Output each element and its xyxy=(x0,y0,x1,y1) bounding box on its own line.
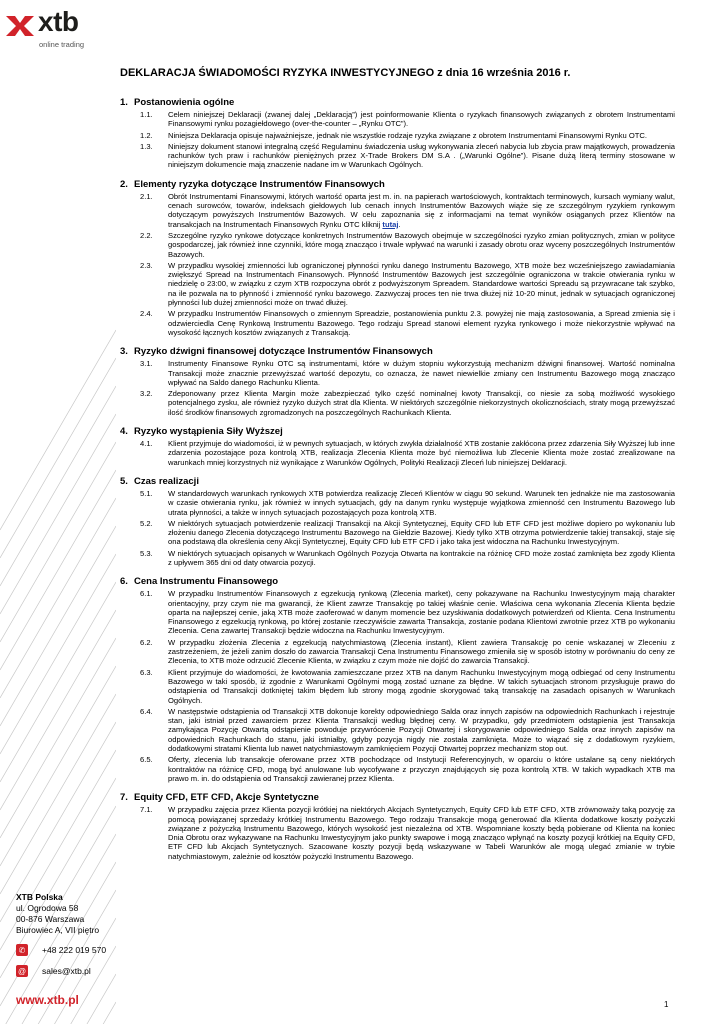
address-line-3: Biurowiec A, VII piętro xyxy=(16,925,100,935)
decorative-diagonal-lines xyxy=(0,0,116,1024)
section-title: Elementy ryzyka dotyczące Instrumentów Finansowych xyxy=(134,178,385,190)
clause-text-main: Obrót Instrumentami Finansowymi, których wartość oparta jest m. in. na papierach wartościowych, kontraktach terminowych, kursach wymiany walut, cenach surowców, towarów, indeksach giełdowych lub cenach innych Instrumentów Bazowych wiąże się ze szczególnym ryzykiem rynkowym dotyczącym powyższych Instrumentów Bazowych. W celu zapoznania się z informacjami na temat wyników osiąganych przez Klientów na transakcjach na Instrumentach Finansowych Rynku OTC kliknij xyxy=(168,191,675,229)
document-title: DEKLARACJA ŚWIADOMOŚCI RYZYKA INWESTYCYJNEGO z dnia 16 września 2016 r. xyxy=(120,67,571,79)
clause-text xyxy=(168,519,675,547)
section xyxy=(120,792,675,861)
clause-text-main: W standardowych warunkach rynkowych XTB potwierdza realizację Zleceń Klientów w ciągu 90 sekund. Warunek ten jednakże nie ma zastosowania w czasie otwierania rynku, jak również w innych sytuacjach, gdy na danym rynku występuje wyjątkowa zmienność cen Instrumentu Bazowego lub utrata płynności, a także w innych sytuacjach pozostających poza kontrolą XTB. xyxy=(168,488,675,517)
section-heading xyxy=(120,426,675,437)
clause-number: 5.2. xyxy=(140,518,153,528)
clause-text xyxy=(168,192,675,229)
clause-number: 1.1. xyxy=(140,110,153,119)
section xyxy=(120,346,675,417)
clause-text-main: Zdeponowany przez Klienta Margin może zabezpieczać tylko część nominalnej kwoty Transakcji, co niesie za sobą możliwość wysokiego potencjalnego zysku, ale również ryzyko dużych strat dla Klienta. W niektórych szczególnie niekorzystnych okolicznościach, straty mogą przewyższać ilość środków finansowych zgromadzonych na poszczególnych Rachunkach Klienta. xyxy=(168,389,675,417)
section-heading xyxy=(120,179,675,190)
clause xyxy=(120,668,675,705)
clause xyxy=(120,638,675,666)
clause-text xyxy=(168,261,675,307)
clause-text xyxy=(168,110,675,129)
section-heading xyxy=(120,97,675,108)
clause-text-main: W przypadku Instrumentów Finansowych o zmiennym Spreadzie, postanowienia punktu 2.3. powyżej nie mają zastosowania, a Spread zmienia się i odzwierciedla Cenę Rynkową Instrumentu Bazowego. Tego rodzaju Spread stanowi element ryzyka rynkowego i może niekorzystnie wpływać na wysokość łącznych kosztów związanych z Transakcją. xyxy=(168,309,675,337)
clause-text-main: W następstwie odstąpienia od Transakcji XTB dokonuje korekty odpowiedniego Salda oraz innych zapisów na odpowiednich Rachunkach i rejestruje stan, jaki istniał przed zawarciem przez Klienta Transakcji według błędnej ceny. W przypadku, gdy przedmiotem odstąpienia jest Transakcja zamykająca Pozycję Otwartą odstąpienie powoduje przywrócenie Pozycji Otwartej i skorygowanie odpowiedniego Salda oraz innych zapisów na odpowiednich Rachunkach do stanu, jaki istniałby, gdyby pozycja nigdy nie została zamknięta. Może to wiązać się z dodatkowym ryzykiem, dodatkowymi stratami Klienta lub nawet natychmiastowym zamknięciem Pozycji Otwartej poprzez mechanizm stop out. xyxy=(168,706,675,754)
clause-text-main: Szczególne ryzyko rynkowe dotyczące konkretnych Instrumentów Bazowych obejmuje w szczególności ryzyko zmian politycznych, zmian w polityce gospodarczej, jak również inne czynniki, które mogą znacząco i trwale wpływać na warunki i zasady obrotu oraz wyceny poszczególnych Instrumentów Bazowych. xyxy=(168,230,675,259)
section-heading xyxy=(120,792,675,803)
clause xyxy=(120,261,675,307)
document-sections xyxy=(120,97,675,861)
clause-text xyxy=(168,359,675,387)
clause-number: 3.2. xyxy=(140,389,153,399)
clause-text xyxy=(168,589,675,635)
address-line-1: ul. Ogrodowa 58 xyxy=(16,903,79,913)
section-title: Cena Instrumentu Finansowego xyxy=(134,576,279,588)
section-title: Postanowienia ogólne xyxy=(134,97,235,108)
clause-text-main: Oferty, zlecenia lub transakcje oferowane przez XTB pochodzące od Instytucji Referencyjnych, w oparciu o które ustalane są ceny niektórych kontraktów na różnicę CFD, mogą być anulowane lub wycofywane z przyczyn znajdujących się poza kontrolą XTB. W takich wypadkach XTB ma prawo m. in. do odstąpienia od Transakcji zawieranej przez Klienta. xyxy=(168,755,675,783)
clause-text-main: W przypadku wysokiej zmienności lub ograniczonej płynności rynku danego Instrumentu Bazowego, XTB może bez wcześniejszego zawiadamiania zwiększyć Spread na Instrumentach Finansowych. Płynność Instrumentów Bazowych jest szczególnie ograniczona w trakcie otwierania rynku w niedzielę o 23:00, w związku z czym XTB rozpoczyna obrót z podwyższonym Spreadem. Standardowe wartości Spreadu są przywracane tak szybko, na ile pozwala na to płynność i zmienność rynku bazowego. Zazwyczaj proces ten nie trwa dłużej niż 10-20 minut, jednak w sytuacjach ograniczonej płynności lub dużej zmienności może on trwać dłużej. xyxy=(168,260,675,308)
clause xyxy=(120,110,675,129)
clause-text xyxy=(168,668,675,705)
clause xyxy=(120,309,675,337)
clause xyxy=(120,389,675,417)
clause-text xyxy=(168,805,675,861)
section xyxy=(120,426,675,467)
section-number: 1. xyxy=(120,97,128,108)
clause xyxy=(120,439,675,467)
section-title: Czas realizacji xyxy=(134,475,199,487)
clause-number: 7.1. xyxy=(140,805,153,815)
clause-text xyxy=(168,707,675,753)
logo-name: xtb xyxy=(38,6,79,37)
clause xyxy=(120,489,675,517)
clause xyxy=(120,589,675,635)
clause-number: 3.1. xyxy=(140,359,153,369)
clause-text-main: W przypadku złożenia Zlecenia z egzekucją natychmiastową (Zlecenia instant), Klient zawiera Transakcję po cenie wskazanej w Zleceniu z zastrzeżeniem, że jeżeli zanim doszło do zawarcia Transakcji Cena Instrumentu Finansowego zmieniła się w sposób istotny w porównaniu do ceny ze Zlecenia, to XTB może odrzucić Zlecenie Klienta, w związku z czym może nie dojść do zawarcia Transakcji. xyxy=(168,637,675,666)
section-number: 5. xyxy=(120,475,128,487)
section xyxy=(120,97,675,170)
xtb-logo[interactable] xyxy=(6,6,116,52)
section xyxy=(120,476,675,567)
clause-text xyxy=(168,142,675,170)
section-title: Ryzyko wystąpienia Siły Wyższej xyxy=(134,426,283,438)
section-number: 4. xyxy=(120,426,128,438)
clause-number: 1.2. xyxy=(140,130,153,140)
section-number: 2. xyxy=(120,178,128,190)
clause-number: 1.3. xyxy=(140,141,153,151)
section-number: 3. xyxy=(120,346,128,358)
clause-number: 6.3. xyxy=(140,667,153,677)
clause-text xyxy=(168,638,675,666)
company-name: XTB Polska xyxy=(16,892,63,902)
clause-text-main: W niektórych sytuacjach opisanych w Warunkach Ogólnych Pozycja Otwarta na kontrakcie na różnicę CFD może zostać zamknięta bez zgody Klienta z upływem 365 dni od daty otwarcia pozycji. xyxy=(168,548,675,567)
clause xyxy=(120,755,675,783)
page-number: 1 xyxy=(664,1000,669,1009)
phone-number: +48 222 019 570 xyxy=(42,945,107,955)
clause-text-main: Celem niniejszej Deklaracji (zwanej dalej „Deklaracją”) jest poinformowanie Klienta o ryzykach finansowych związanych z obrotem Instrumentami Finansowymi rynku pozagiełdowego (over-the-counter – „Rynku OTC”). xyxy=(168,110,675,129)
section-heading xyxy=(120,576,675,587)
clause-number: 6.4. xyxy=(140,706,153,716)
company-address xyxy=(16,892,99,936)
phone-icon: ✆ xyxy=(16,944,28,956)
clause-text-main: Klient przyjmuje do wiadomości, iż w pewnych sytuacjach, w których zwykła działalność XTB zostanie zakłócona przez zdarzenia Siły Wyższej lub inne zdarzenia pozostające poza kontrolą XTB, realizacja Zlecenia Klienta może być niemożliwa lub Zlecenie Klienta może zostać zrealizowane na warunkach mniej korzystnych niż wynikające z Warunków Ogólnych, Polityki Realizacji Zleceń lub niniejszej Deklaracji. xyxy=(168,439,675,467)
clause-number: 5.3. xyxy=(140,548,153,558)
clause xyxy=(120,805,675,861)
clause-text-main: Instrumenty Finansowe Rynku OTC są instrumentami, które w dużym stopniu wykorzystują mechanizm dźwigni finansowej. Wartość nominalna Transakcji może znacznie przewyższać wartość depozytu, co oznacza, że nawet niewielkie zmiany cen Instrumentu Bazowego mogą znacząco wpływać na Saldo danego Rachunku Klienta. xyxy=(168,359,675,387)
left-sidebar xyxy=(0,0,116,1024)
clause-number: 2.2. xyxy=(140,230,153,240)
email-address: sales@xtb.pl xyxy=(42,966,91,976)
at-sign-icon: @ xyxy=(17,966,27,976)
clause xyxy=(120,231,675,259)
clause-text xyxy=(168,389,675,417)
clause-text-main: W przypadku Instrumentów Finansowych z egzekucją rynkową (Zlecenia market), ceny pokazywane na Rachunku Inwestycyjnym mają charakter orientacyjny, przy czym nie ma gwarancji, że Klient zawrze Transakcję po takiej właśnie cenie. Właściwa cena wykonania Zlecenia Klienta będzie oparta na najlepszej cenie, jaką XTB może zaoferować w danym momencie bez uzyskiwania dodatkowych potwierdzeń od Klienta. Cena Instrumentu Finansowego z egzekucją rynkową, po której zostanie rzeczywiście zawarta Transakcja, zostanie podana Klientowi zwrotnie przez XTB po wykonaniu Zlecenia. Cena zawartej Transakcji będzie widoczna na Rachunku Inwestycyjnym. xyxy=(168,589,675,636)
clause-text-end: . xyxy=(398,219,401,229)
section-title: Equity CFD, ETF CFD, Akcje Syntetyczne xyxy=(134,792,319,804)
clause xyxy=(120,359,675,387)
clause xyxy=(120,707,675,753)
results-link[interactable]: tutaj xyxy=(382,219,399,229)
xtb-x-logo-icon xyxy=(6,14,34,38)
clause-number: 6.2. xyxy=(140,637,153,647)
clause-text xyxy=(168,439,675,467)
section xyxy=(120,576,675,783)
section xyxy=(120,179,675,337)
clause-text xyxy=(168,309,675,337)
clause-number: 4.1. xyxy=(140,439,153,449)
clause-text-main: Niniejszy dokument stanowi integralną część Regulaminu świadczenia usług wykonywania zleceń nabycia lub zbycia praw majątkowych, prowadzenia rachunków tych praw i rachunków pieniężnych przez X-Trade Brokers DM S.A . („Warunki Ogólne”). Pisane dużą literą terminy stosowane w niniejszym dokumencie mają znaczenie nadane im w Warunkach Ogólnych. xyxy=(168,141,675,170)
clause-text xyxy=(168,489,675,517)
clause-number: 2.4. xyxy=(140,309,153,319)
section-number: 7. xyxy=(120,792,128,804)
section-heading xyxy=(120,346,675,357)
clause-text-main: Niniejsza Deklaracja opisuje najważniejsze, jednak nie wszystkie rodzaje ryzyka związane z obrotem Instrumentami Finansowymi Rynku OTC. xyxy=(168,130,648,140)
clause-text xyxy=(168,755,675,783)
clause-number: 2.3. xyxy=(140,260,153,270)
email-contact[interactable] xyxy=(16,965,91,977)
document-body xyxy=(120,67,675,870)
clause-number: 6.5. xyxy=(140,755,153,765)
clause-number: 2.1. xyxy=(140,191,153,201)
section-title: Ryzyko dźwigni finansowej dotyczące Instrumentów Finansowych xyxy=(134,346,433,358)
clause-text-main: W niektórych sytuacjach potwierdzenie realizacji Transakcji na Akcji Syntetycznej, Equity CFD lub ETF CFD jest możliwe dopiero po wykonaniu lub złożeniu danego Zlecenia dotyczącego Instrumentu Bazowego na Giełdzie Bazowej. Kiedy tylko XTB otrzyma potwierdzenie takiej transakcji, staje się ona podstawą dla określenia ceny Akcji Syntetycznej, Equity CFD lub ETF CFD i jako taka jest widoczna na Rachunku Inwestycyjnym. xyxy=(168,518,675,547)
clause xyxy=(120,142,675,170)
address-line-2: 00-876 Warszawa xyxy=(16,914,85,924)
clause-text-main: W przypadku zajęcia przez Klienta pozycji krótkiej na niektórych Akcjach Syntetycznych, Equity CFD lub ETF CFD, XTB zrównoważy taką pozycję za pomocą powiązanej sprzedaży krótkiej Instrumentu Bazowego. Tego rodzaju Transakcje mogą generować dla Klienta dodatkowe koszty pożyczki związane z pożyczką Instrumentu Bazowego, których wysokość jest niezależna od XTB. Wspomniane koszty będą pobierane od Klienta na koniec Dnia Obrotu oraz wykazywane na Rachunku Inwestycyjnym jako punkty swapowe i mogą znacząco wpłynąć na koszty pozycji krótkiej na Equity CFD, ETF CFD lub Akcjach Syntetycznych. Szacowane koszty pozycji będą wskazywane w Tabeli Warunków ale mogą ulegać zmianie w trybie natychmiastowym, zależnie od kosztów pożyczki Instrumentu Bazowego. xyxy=(168,805,675,861)
decor-line xyxy=(0,946,116,1024)
clause-text-main: Klient przyjmuje do wiadomości, że kwotowania zamieszczane przez XTB na danym Rachunku Inwestycyjnym mogą odbiegać od ceny Instrumentu Bazowego w taki sposób, iż zgodnie z Warunkami Ogólnymi mogą zostać uznane za błędne. W takich sytuacjach stronom przysługuje prawo do odstąpienia od Transakcji dotkniętej takim błędem lub strony mogą zgodnie skorygować taką transakcję na zasadach opisanych w Warunkach Ogólnych. xyxy=(168,667,675,705)
clause-text xyxy=(168,549,675,568)
clause-number: 6.1. xyxy=(140,589,153,599)
clause xyxy=(120,131,675,140)
clause xyxy=(120,519,675,547)
website-link[interactable]: www.xtb.pl xyxy=(16,993,79,1007)
logo-tagline: online trading xyxy=(39,40,85,49)
section-number: 6. xyxy=(120,576,128,588)
phone-contact[interactable] xyxy=(16,944,106,956)
section-heading xyxy=(120,476,675,487)
clause-text xyxy=(168,131,675,140)
clause xyxy=(120,192,675,229)
clause xyxy=(120,549,675,568)
clause-number: 5.1. xyxy=(140,488,153,498)
clause-text xyxy=(168,231,675,259)
